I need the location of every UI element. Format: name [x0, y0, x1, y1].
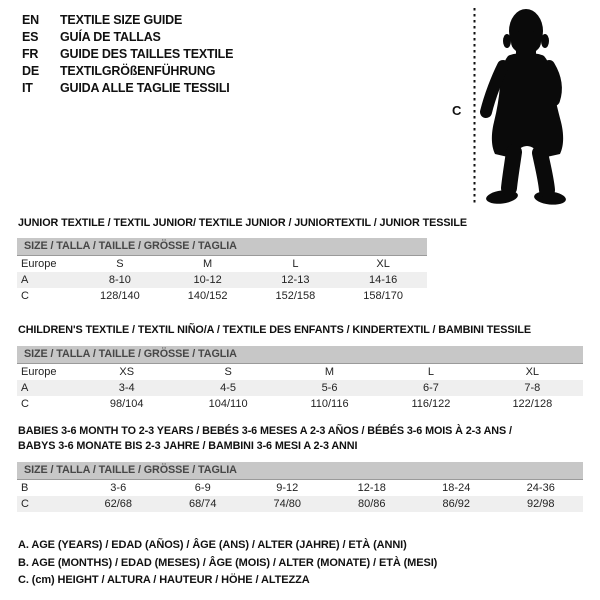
value-cell: 8-10	[108, 274, 131, 286]
language-title: GUÍA DE TALLAS	[60, 30, 161, 44]
value-cell: M	[203, 258, 213, 270]
value-cell: 98/104	[109, 398, 144, 410]
row-label-cell: C	[21, 498, 29, 510]
height-measure-label: C	[452, 103, 462, 118]
language-row	[22, 12, 233, 29]
language-code: EN	[22, 13, 39, 27]
section-title-line: CHILDREN'S TEXTILE / TEXTIL NIÑO/A / TEXTILE DES ENFANTS / KINDERTEXTIL / BAMBINI TESSILE	[18, 324, 531, 336]
children-size-table	[17, 346, 583, 412]
value-cell: 9-12	[276, 482, 299, 494]
value-cell: 110/116	[310, 398, 349, 410]
section-title-junior	[18, 216, 467, 231]
row-label-cell: Europe	[21, 258, 57, 270]
row-label-cell: A	[21, 382, 29, 394]
value-cell: 10-12	[193, 274, 222, 286]
value-cell: 12-13	[281, 274, 310, 286]
babies-size-table	[17, 462, 583, 512]
value-cell: XS	[119, 366, 135, 378]
value-cell: 86/92	[442, 498, 471, 510]
row-label-cell: Europe	[21, 366, 57, 378]
table-row	[17, 256, 427, 272]
value-cell: 24-36	[526, 482, 555, 494]
value-cell: XL	[525, 366, 540, 378]
section-title-children	[18, 323, 531, 338]
legend-line-c: C. (cm) HEIGHT / ALTURA / HAUTEUR / HÖHE / ALTEZZA	[18, 574, 310, 586]
value-cell: 12-18	[357, 482, 386, 494]
section-title-line: JUNIOR TEXTILE / TEXTIL JUNIOR/ TEXTILE JUNIOR / JUNIORTEXTIL / JUNIOR TESSILE	[18, 217, 467, 229]
language-title: GUIDA ALLE TAGLIE TESSILI	[60, 81, 230, 95]
value-cell: 92/98	[526, 498, 555, 510]
value-cell: L	[427, 366, 434, 378]
value-cell: 5-6	[321, 382, 338, 394]
value-cell: 122/128	[512, 398, 553, 410]
row-label-cell: C	[21, 290, 29, 302]
row-label-cell: C	[21, 398, 29, 410]
table-row	[17, 496, 583, 512]
language-code: DE	[22, 64, 39, 78]
value-cell: 4-5	[220, 382, 237, 394]
language-code: IT	[22, 81, 33, 95]
value-cell: 14-16	[369, 274, 398, 286]
value-cell: 128/140	[99, 290, 140, 302]
row-label-cell: A	[21, 274, 29, 286]
language-title: TEXTILGRÖßENFÜHRUNG	[60, 64, 216, 78]
language-row	[22, 46, 233, 63]
language-row	[22, 63, 233, 80]
table-row	[17, 288, 427, 304]
junior-size-table	[17, 238, 427, 304]
legend-line-a: A. AGE (YEARS) / EDAD (AÑOS) / ÂGE (ANS) / ALTER (JAHRE) / ETÀ (ANNI)	[18, 539, 407, 551]
section-title-line: BABIES 3-6 MONTH TO 2-3 YEARS / BEBÉS 3-6 MESES A 2-3 AÑOS / BÉBÉS 3-6 MOIS À 2-3 ANS /	[18, 425, 512, 437]
value-cell: 6-9	[194, 482, 211, 494]
value-cell: M	[324, 366, 335, 378]
value-cell: 18-24	[442, 482, 471, 494]
value-cell: 68/74	[188, 498, 217, 510]
value-cell: 7-8	[524, 382, 541, 394]
size-header-bar: SIZE / TALLA / TAILLE / GRÖSSE / TAGLIA	[17, 346, 583, 364]
value-cell: XL	[376, 258, 390, 270]
language-row	[22, 80, 233, 97]
value-cell: S	[116, 258, 124, 270]
value-cell: 152/158	[275, 290, 316, 302]
language-row	[22, 29, 233, 46]
value-cell: 3-4	[118, 382, 135, 394]
value-cell: L	[292, 258, 299, 270]
value-cell: 158/170	[363, 290, 403, 302]
language-title: GUIDE DES TAILLES TEXTILE	[60, 47, 234, 61]
value-cell: 74/80	[273, 498, 302, 510]
language-title-list	[22, 12, 233, 97]
toddler-silhouette-figure	[470, 0, 600, 210]
value-cell: 140/152	[187, 290, 228, 302]
table-row	[17, 396, 583, 412]
language-code: ES	[22, 30, 39, 44]
language-title: TEXTILE SIZE GUIDE	[60, 13, 183, 27]
table-row	[17, 272, 427, 288]
value-cell: 80/86	[357, 498, 386, 510]
table-row	[17, 480, 583, 496]
measure-legend	[18, 537, 437, 590]
size-header-bar: SIZE / TALLA / TAILLE / GRÖSSE / TAGLIA	[17, 462, 583, 480]
toddler-silhouette-icon	[470, 0, 600, 210]
table-row	[17, 380, 583, 396]
value-cell: 62/68	[104, 498, 133, 510]
value-cell: 104/110	[208, 398, 248, 410]
size-header-bar: SIZE / TALLA / TAILLE / GRÖSSE / TAGLIA	[17, 238, 427, 256]
row-label-cell: B	[21, 482, 29, 494]
language-code: FR	[22, 47, 39, 61]
section-title-line: BABYS 3-6 MONATE BIS 2-3 JAHRE / BAMBINI 3-6 MESI A 2-3 ANNI	[18, 439, 358, 452]
value-cell: 116/122	[411, 398, 451, 410]
value-cell: 6-7	[422, 382, 439, 394]
value-cell: S	[224, 366, 232, 378]
table-row	[17, 364, 583, 380]
value-cell: 3-6	[110, 482, 127, 494]
section-title-babies	[18, 424, 512, 453]
legend-line-b: B. AGE (MONTHS) / EDAD (MESES) / ÂGE (MOIS) / ALTER (MONATE) / ETÀ (MESI)	[18, 556, 438, 569]
